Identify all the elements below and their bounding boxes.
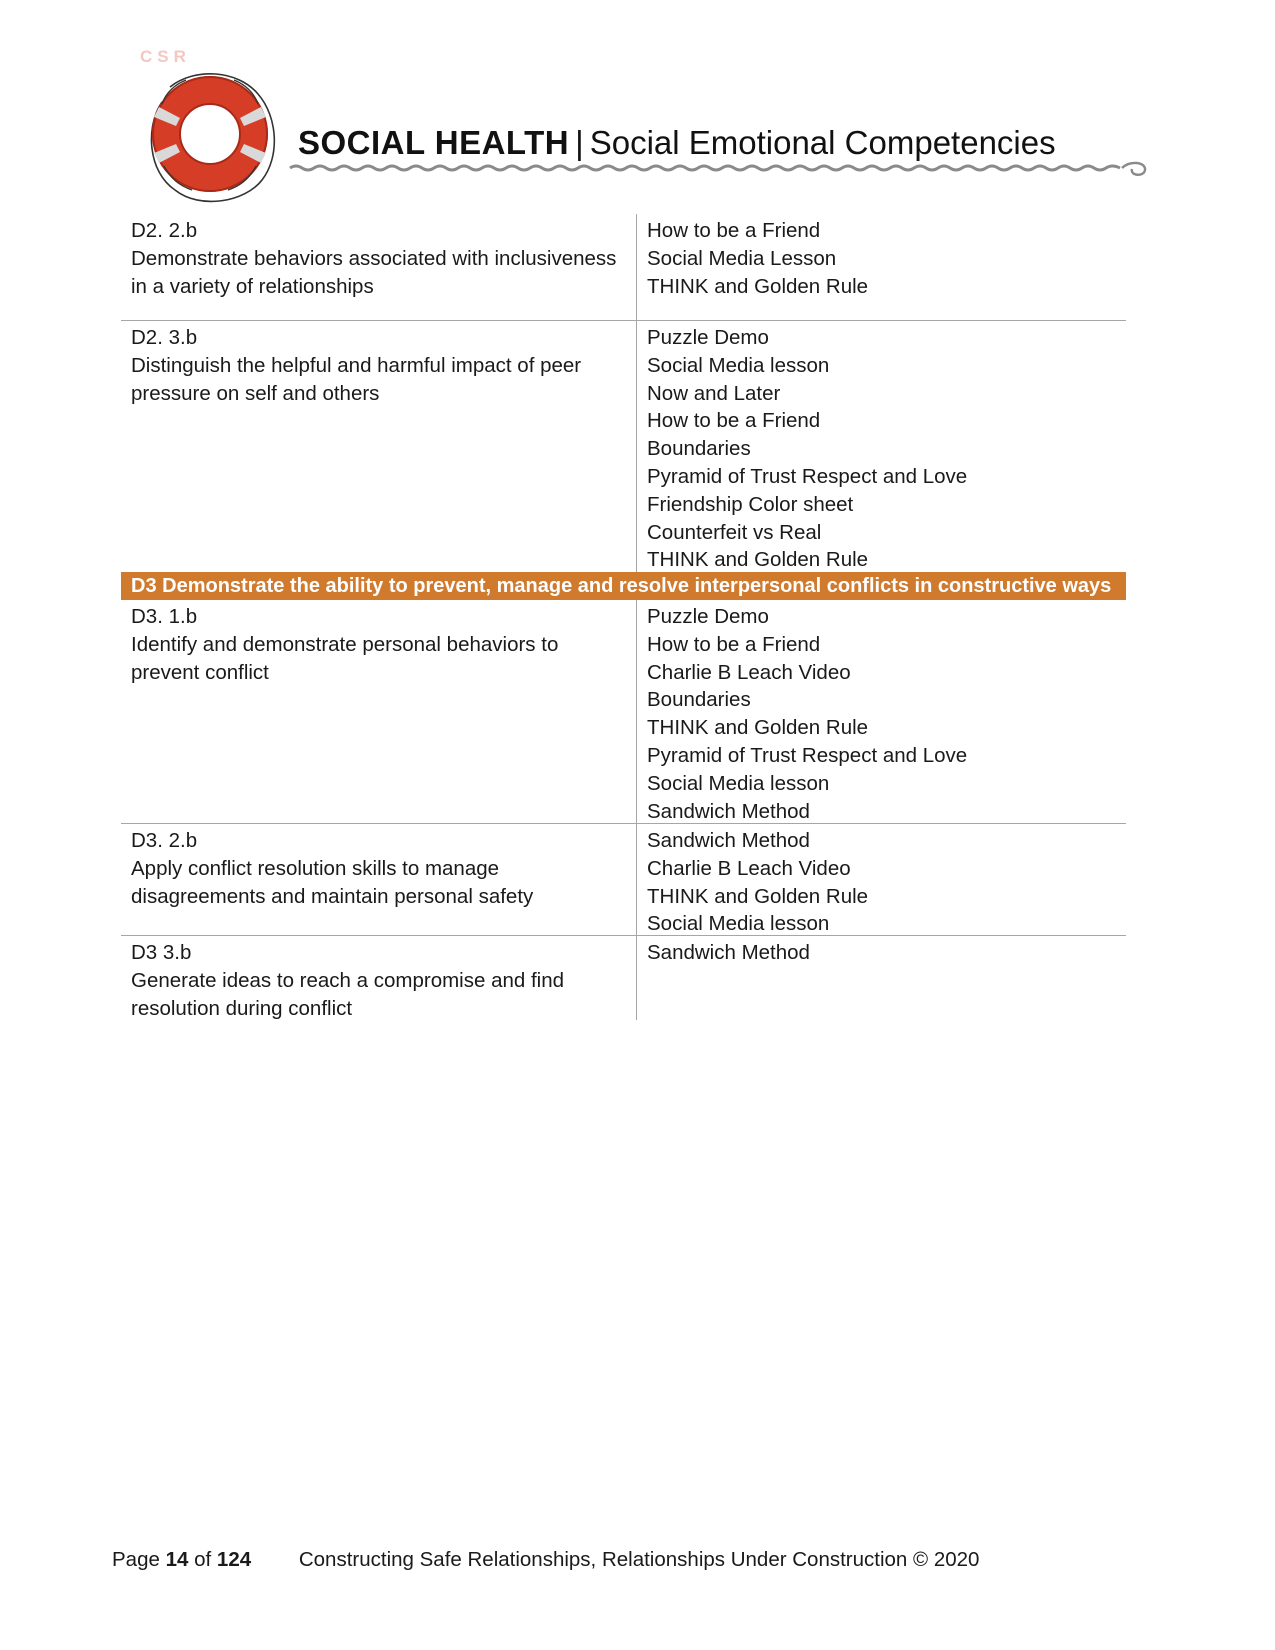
of-word: of xyxy=(194,1548,212,1571)
page-title xyxy=(298,124,1056,162)
lesson-item: Counterfeit vs Real xyxy=(647,520,822,544)
competency-description: resolution during conflict xyxy=(131,996,353,1020)
lesson-item: How to be a Friend xyxy=(647,219,821,242)
logo-text: CSR xyxy=(140,47,191,66)
competency-cell xyxy=(121,936,637,1020)
life-ring-logo-icon xyxy=(140,47,290,212)
competency-code: D2. 3.b xyxy=(131,326,198,349)
competency-description: Generate ideas to reach a compromise and find xyxy=(131,968,565,992)
lessons-cell xyxy=(637,936,1126,1020)
competency-cell xyxy=(121,321,637,572)
lesson-item: Pyramid of Trust Respect and Love xyxy=(647,743,968,767)
lesson-item: Friendship Color sheet xyxy=(647,492,854,516)
lesson-item: Pyramid of Trust Respect and Love xyxy=(647,464,968,488)
page-total: 124 xyxy=(216,1548,252,1571)
lessons-cell xyxy=(637,824,1126,935)
title-separator: | xyxy=(575,124,584,161)
lessons-cell xyxy=(637,321,1126,572)
competency-description: prevent conflict xyxy=(131,660,269,684)
lesson-item: Sandwich Method xyxy=(647,799,810,823)
competency-description: Apply conflict resolution skills to manage xyxy=(131,856,500,880)
lesson-item: Charlie B Leach Video xyxy=(647,856,851,880)
title-brand: SOCIAL HEALTH xyxy=(298,124,570,161)
title-subtitle: Social Emotional Competencies xyxy=(589,124,1056,161)
competency-code: D3. 2.b xyxy=(131,829,198,852)
competency-description: pressure on self and others xyxy=(131,381,380,405)
table-row xyxy=(121,214,1126,321)
table-row xyxy=(121,936,1126,1020)
lesson-item: THINK and Golden Rule xyxy=(647,548,869,572)
page-number: 14 xyxy=(165,1548,189,1571)
competency-description: Distinguish the helpful and harmful impact of peer xyxy=(131,353,582,377)
lesson-item: Sandwich Method xyxy=(647,941,810,964)
table-row xyxy=(121,600,1126,824)
page-header xyxy=(140,47,1150,212)
lesson-item: THINK and Golden Rule xyxy=(647,716,869,740)
competency-code: D3. 1.b xyxy=(131,605,198,628)
lesson-item: Puzzle Demo xyxy=(647,605,769,628)
competency-code: D3 3.b xyxy=(131,941,192,964)
lesson-item: Boundaries xyxy=(647,688,751,712)
lesson-item: Sandwich Method xyxy=(647,829,810,852)
lesson-item: How to be a Friend xyxy=(647,632,821,656)
page-word: Page xyxy=(112,1548,160,1571)
lessons-cell xyxy=(637,214,1126,320)
competency-description: Identify and demonstrate personal behaviors to xyxy=(131,632,559,656)
copyright-text: Constructing Safe Relationships, Relationships Under Construction © 2020 xyxy=(298,1548,980,1571)
competency-description: in a variety of relationships xyxy=(131,274,374,298)
competency-cell xyxy=(121,600,637,823)
lessons-cell xyxy=(637,600,1126,823)
lesson-item: Social Media lesson xyxy=(647,353,830,377)
lesson-item: THINK and Golden Rule xyxy=(647,884,869,908)
rope-line-icon xyxy=(290,158,1150,178)
lesson-item: Social Media lesson xyxy=(647,912,830,936)
lesson-item: Charlie B Leach Video xyxy=(647,660,851,684)
lesson-item: Social Media Lesson xyxy=(647,246,837,270)
lesson-item: Boundaries xyxy=(647,437,751,461)
lesson-item: Puzzle Demo xyxy=(647,326,769,349)
section-header-d3: D3 Demonstrate the ability to prevent, manage and resolve interpersonal conflicts in constructive ways xyxy=(121,572,1126,600)
table-row xyxy=(121,824,1126,936)
competency-cell xyxy=(121,824,637,935)
lesson-item: THINK and Golden Rule xyxy=(647,274,869,298)
lesson-item: Now and Later xyxy=(647,381,781,405)
competency-description: Demonstrate behaviors associated with inclusiveness xyxy=(131,246,617,270)
competency-code: D2. 2.b xyxy=(131,219,198,242)
competency-description: disagreements and maintain personal safety xyxy=(131,884,534,908)
competency-table xyxy=(121,214,1126,1020)
lesson-item: Social Media lesson xyxy=(647,771,830,795)
page-footer xyxy=(112,1548,979,1572)
lesson-item: How to be a Friend xyxy=(647,409,821,433)
table-row xyxy=(121,321,1126,572)
competency-cell xyxy=(121,214,637,320)
